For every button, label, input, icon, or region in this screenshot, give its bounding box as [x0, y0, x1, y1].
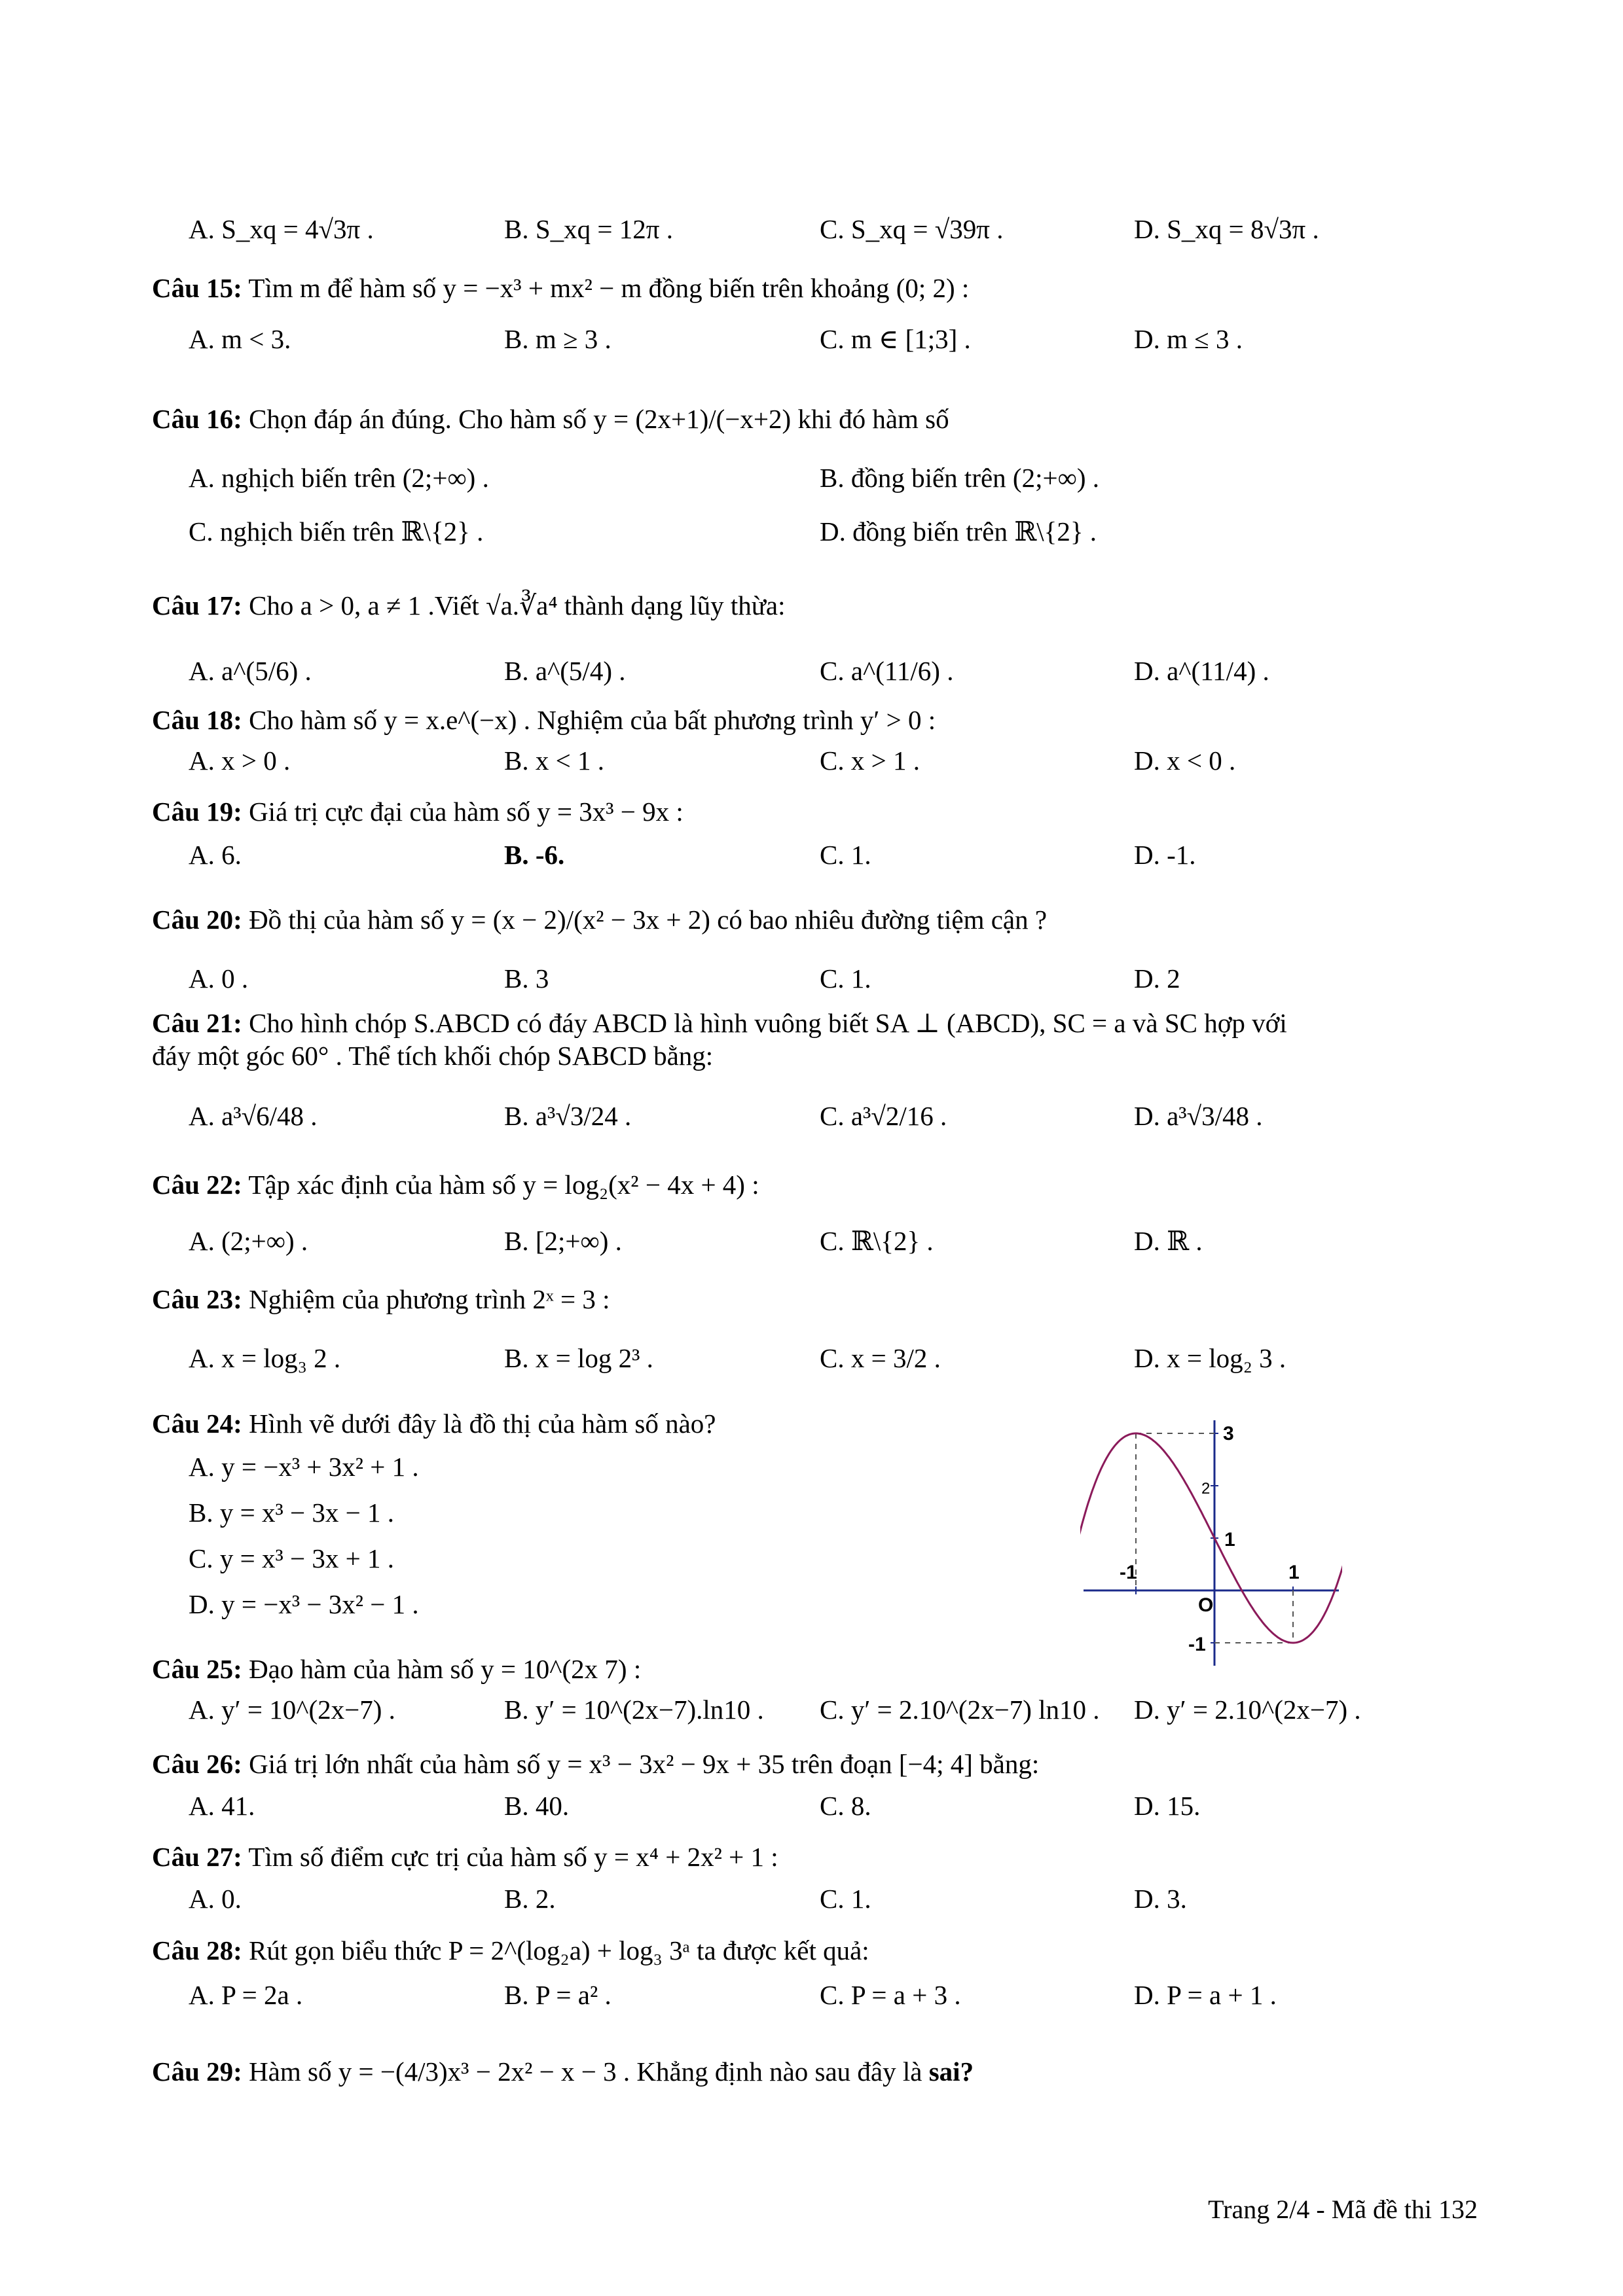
option-c: C. y′ = 2.10^(2x−7) ln10 .	[820, 1695, 1100, 1725]
question-26	[152, 1748, 1487, 1826]
options-row	[152, 1342, 1487, 1378]
options-row	[152, 461, 1487, 498]
question-label: Câu 16:	[152, 404, 242, 434]
question-text-continued: đáy một góc 60° . Thể tích khối chóp SABCD bằng:	[152, 1041, 714, 1071]
question-label: Câu 25:	[152, 1654, 242, 1684]
option-c: C. a^(11/6) .	[820, 656, 954, 686]
option-d: D. y′ = 2.10^(2x−7) .	[1134, 1695, 1361, 1725]
option-b: B. a^(5/4) .	[504, 656, 626, 686]
option-a: A. m < 3.	[189, 324, 291, 354]
option-c: C. x > 1 .	[820, 745, 920, 776]
label-y3: 3	[1223, 1423, 1234, 1444]
question-emphasis: sai?	[928, 2056, 974, 2087]
question-text: Đạo hàm của hàm số y = 10^(2x 7) :	[249, 1654, 642, 1684]
option-a: A. 41.	[189, 1791, 255, 1821]
question-text: Tập xác định của hàm số y = log₂(x² − 4x + 4) :	[248, 1170, 759, 1200]
option-c: C. nghịch biến trên ℝ\{2} .	[189, 516, 484, 547]
question-text: Tìm m để hàm số y = −x³ + mx² − m đồng biến trên khoảng (0; 2) :	[248, 273, 970, 303]
options-row	[152, 962, 1487, 999]
question-20	[152, 903, 1487, 999]
label-x1: 1	[1288, 1562, 1300, 1583]
option-a: A. a³√6/48 .	[189, 1101, 318, 1131]
page-footer: Trang 2/4 - Mã đề thi 132	[1208, 2195, 1478, 2224]
option-d: D. đồng biến trên ℝ\{2} .	[820, 516, 1097, 547]
option-a: A. a^(5/6) .	[189, 656, 312, 686]
option-c: C. m ∈ [1;3] .	[820, 324, 971, 354]
question-text: Tìm số điểm cực trị của hàm số y = x⁴ + 2x² + 1 :	[248, 1842, 778, 1872]
options-row	[152, 515, 1487, 552]
question-label: Câu 22:	[152, 1170, 242, 1200]
cubic-graph	[1080, 1407, 1342, 1669]
option-b: B. đồng biến trên (2;+∞) .	[820, 463, 1099, 493]
option-c: C. 1.	[820, 840, 871, 870]
question-25	[152, 1653, 1487, 1730]
option-b: B. 40.	[504, 1791, 570, 1821]
option-b: B. a³√3/24 .	[504, 1101, 632, 1131]
options-row	[152, 744, 1487, 781]
option-b: B. 3	[504, 963, 549, 994]
question-text: Cho hình chóp S.ABCD có đáy ABCD là hình vuông biết SA ⊥ (ABCD), SC = a và SC hợp với	[249, 1008, 1287, 1038]
question-22	[152, 1168, 1487, 1261]
option-a: A. 0.	[189, 1884, 242, 1914]
option-a: A. nghịch biến trên (2;+∞) .	[189, 463, 489, 493]
option-d: D. 15.	[1134, 1791, 1201, 1821]
option-c: C. 1.	[820, 1884, 871, 1914]
option-c: C. 8.	[820, 1791, 871, 1821]
question-23	[152, 1283, 1487, 1378]
option-c: C. ℝ\{2} .	[820, 1226, 934, 1256]
options-row	[152, 1979, 1487, 2015]
question-text: Hàm số y = −(4/3)x³ − 2x² − x − 3 . Khẳng định nào sau đây là	[249, 2056, 922, 2087]
question-21	[152, 1007, 1487, 1136]
question-29	[152, 2055, 1487, 2088]
option-b: B. y = x³ − 3x − 1 .	[189, 1498, 395, 1528]
option-c: C. P = a + 3 .	[820, 1980, 961, 2010]
option-b: B. P = a² .	[504, 1980, 611, 2010]
options-row	[152, 655, 1487, 691]
question-label: Câu 26:	[152, 1749, 242, 1779]
options-row	[152, 1693, 1487, 1730]
options-row	[152, 1100, 1487, 1136]
option-b: B. -6.	[504, 840, 565, 870]
label-y2: 2	[1201, 1480, 1211, 1498]
question-label: Câu 20:	[152, 905, 242, 935]
question-label: Câu 23:	[152, 1284, 242, 1314]
option-c: C. a³√2/16 .	[820, 1101, 947, 1131]
question-label: Câu 19:	[152, 797, 242, 827]
question-18	[152, 704, 1487, 781]
option-b: B. x = log 2³ .	[504, 1343, 653, 1373]
option-d: D. m ≤ 3 .	[1134, 324, 1243, 354]
option-a: A. P = 2a .	[189, 1980, 303, 2010]
option-d: D. 2	[1134, 963, 1180, 994]
question-14	[152, 213, 1487, 249]
option-a: A. y′ = 10^(2x−7) .	[189, 1695, 395, 1725]
question-text: Hình vẽ dưới đây là đồ thị của hàm số nào?	[249, 1408, 716, 1439]
question-text: Đồ thị của hàm số y = (x − 2)/(x² − 3x + 2) có bao nhiêu đường tiệm cận ?	[249, 905, 1048, 935]
option-d: D. a^(11/4) .	[1134, 656, 1269, 686]
options-row	[152, 1882, 1487, 1919]
option-a: A. 6.	[189, 840, 242, 870]
question-17	[152, 589, 1487, 691]
option-a: A. x > 0 .	[189, 745, 291, 776]
question-text: Rút gọn biểu thức P = 2^(log₂a) + log₃ 3ᵃ ta được kết quả:	[249, 1935, 869, 1965]
option-d: D. 3.	[1134, 1884, 1187, 1914]
option-c: C. y = x³ − 3x + 1 .	[189, 1543, 395, 1573]
label-y-neg1: -1	[1188, 1634, 1206, 1655]
question-label: Câu 18:	[152, 705, 242, 735]
label-x-neg1: -1	[1120, 1562, 1137, 1583]
question-label: Câu 28:	[152, 1935, 242, 1965]
options-row	[152, 1789, 1487, 1826]
option-b: B. m ≥ 3 .	[504, 324, 611, 354]
question-label: Câu 29:	[152, 2056, 242, 2087]
option-d: D. x < 0 .	[1134, 745, 1236, 776]
question-label: Câu 15:	[152, 273, 242, 303]
option-b: B. S_xq = 12π .	[504, 214, 673, 244]
option-d: D. x = log₂ 3 .	[1134, 1343, 1286, 1373]
option-b: B. x < 1 .	[504, 745, 604, 776]
question-text: Giá trị lớn nhất của hàm số y = x³ − 3x² − 9x + 35 trên đoạn [−4; 4] bằng:	[249, 1749, 1040, 1779]
option-d: D. a³√3/48 .	[1134, 1101, 1263, 1131]
question-text: Cho hàm số y = x.e^(−x) . Nghiệm của bất phương trình y′ > 0 :	[249, 705, 936, 735]
question-label: Câu 24:	[152, 1408, 242, 1439]
question-28	[152, 1934, 1487, 2015]
question-label: Câu 21:	[152, 1008, 242, 1038]
question-text: Chọn đáp án đúng. Cho hàm số y = (2x+1)/(−x+2) khi đó hàm số	[249, 404, 949, 434]
question-label: Câu 27:	[152, 1842, 242, 1872]
question-19	[152, 795, 1487, 875]
option-a: A. x = log₃ 2 .	[189, 1343, 341, 1373]
question-15	[152, 272, 1487, 359]
options-row	[152, 838, 1487, 875]
question-text: Giá trị cực đại của hàm số y = 3x³ − 9x :	[249, 797, 684, 827]
option-d: D. P = a + 1 .	[1134, 1980, 1277, 2010]
option-d: D. -1.	[1134, 840, 1196, 870]
options-row	[152, 213, 1487, 249]
options-row	[152, 1225, 1487, 1261]
label-origin: O	[1198, 1594, 1214, 1616]
question-label: Câu 17:	[152, 590, 242, 620]
label-y1: 1	[1224, 1529, 1235, 1551]
option-c: C. 1.	[820, 963, 871, 994]
question-16	[152, 403, 1487, 552]
question-text: Nghiệm của phương trình 2ˣ = 3 :	[249, 1284, 610, 1314]
options-row	[152, 323, 1487, 359]
option-a: A. S_xq = 4√3π .	[189, 214, 374, 244]
option-b: B. [2;+∞) .	[504, 1226, 622, 1256]
option-b: B. 2.	[504, 1884, 556, 1914]
option-a: A. y = −x³ + 3x² + 1 .	[189, 1452, 419, 1482]
option-a: A. 0 .	[189, 963, 249, 994]
option-b: B. y′ = 10^(2x−7).ln10 .	[504, 1695, 764, 1725]
option-c: C. x = 3/2 .	[820, 1343, 941, 1373]
question-27	[152, 1840, 1487, 1919]
option-c: C. S_xq = √39π .	[820, 214, 1004, 244]
option-d: D. S_xq = 8√3π .	[1134, 214, 1319, 244]
option-a: A. (2;+∞) .	[189, 1226, 308, 1256]
option-d: D. ℝ .	[1134, 1226, 1203, 1256]
option-d: D. y = −x³ − 3x² − 1 .	[189, 1589, 419, 1619]
question-text: Cho a > 0, a ≠ 1 .Viết √a.∛a⁴ thành dạng lũy thừa:	[249, 590, 786, 620]
